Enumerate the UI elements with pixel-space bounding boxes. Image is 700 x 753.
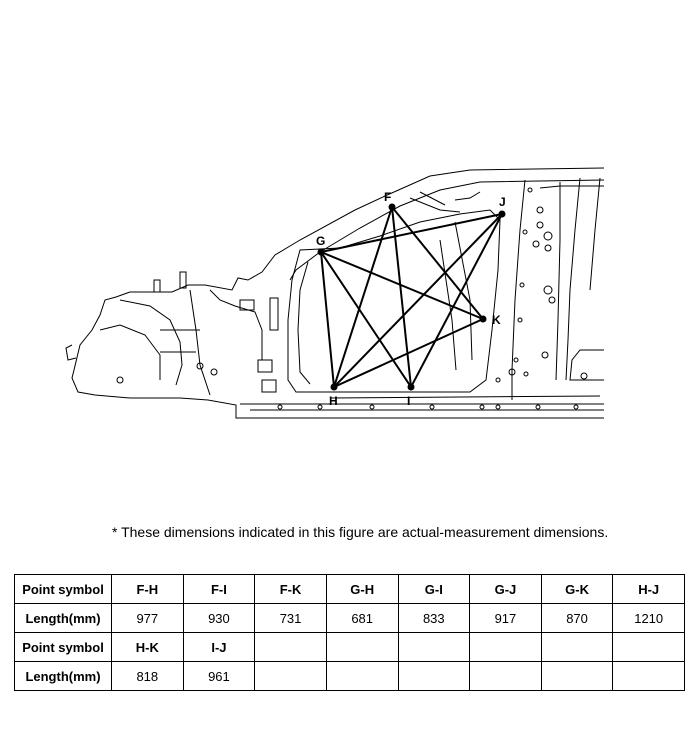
length-cell: 1210 (613, 604, 685, 633)
symbol-cell: G-K (541, 575, 613, 604)
measure-line-g-i (321, 252, 411, 387)
table-row (15, 633, 685, 662)
length-cell: 731 (255, 604, 327, 633)
point-i (408, 384, 415, 391)
symbol-cell: I-J (183, 633, 255, 662)
point-j (499, 211, 506, 218)
length-cell: 818 (112, 662, 184, 691)
symbol-cell: G-H (326, 575, 398, 604)
symbol-cell (326, 633, 398, 662)
symbol-cell: F-I (183, 575, 255, 604)
symbol-cell (398, 633, 470, 662)
measure-line-g-h (321, 252, 334, 387)
point-h (331, 384, 338, 391)
row-value-label-cell: Length(mm) (15, 604, 112, 633)
length-cell: 977 (112, 604, 184, 633)
measure-line-f-h (334, 207, 392, 387)
point-g (318, 249, 325, 256)
table-row (15, 662, 685, 691)
symbol-cell (470, 633, 542, 662)
symbol-cell (613, 633, 685, 662)
point-label-i: I (407, 394, 411, 408)
point-label-f: F (384, 190, 392, 204)
symbol-cell: G-J (470, 575, 542, 604)
symbol-cell: H-J (613, 575, 685, 604)
row-header-cell: Point symbol (15, 575, 112, 604)
symbol-cell: F-K (255, 575, 327, 604)
symbol-cell: H-K (112, 633, 184, 662)
length-cell (541, 662, 613, 691)
symbol-cell: G-I (398, 575, 470, 604)
length-cell (255, 662, 327, 691)
length-cell: 870 (541, 604, 613, 633)
symbol-cell (255, 633, 327, 662)
table-row (15, 604, 685, 633)
length-cell (470, 662, 542, 691)
point-label-k: K (492, 313, 501, 327)
length-cell: 681 (326, 604, 398, 633)
point-f (389, 204, 396, 211)
symbol-cell (541, 633, 613, 662)
length-cell (398, 662, 470, 691)
measurement-lines (321, 207, 502, 387)
point-label-g: G (316, 234, 326, 248)
length-cell: 930 (183, 604, 255, 633)
point-k (480, 316, 487, 323)
point-label-h: H (329, 394, 338, 408)
dimension-table (14, 574, 685, 691)
length-cell (326, 662, 398, 691)
row-header-cell: Point symbol (15, 633, 112, 662)
length-cell: 917 (470, 604, 542, 633)
measure-line-g-j (321, 214, 502, 252)
measurement-note: * These dimensions indicated in this figure are actual-measurement dimensions. (112, 524, 609, 540)
measure-line-h-k (334, 319, 483, 387)
length-cell: 961 (183, 662, 255, 691)
car-body-outline (66, 168, 604, 418)
symbol-cell: F-H (112, 575, 184, 604)
table-row (15, 575, 685, 604)
row-value-label-cell: Length(mm) (15, 662, 112, 691)
measure-line-f-k (392, 207, 483, 319)
length-cell (613, 662, 685, 691)
length-cell: 833 (398, 604, 470, 633)
point-label-j: J (499, 195, 506, 209)
